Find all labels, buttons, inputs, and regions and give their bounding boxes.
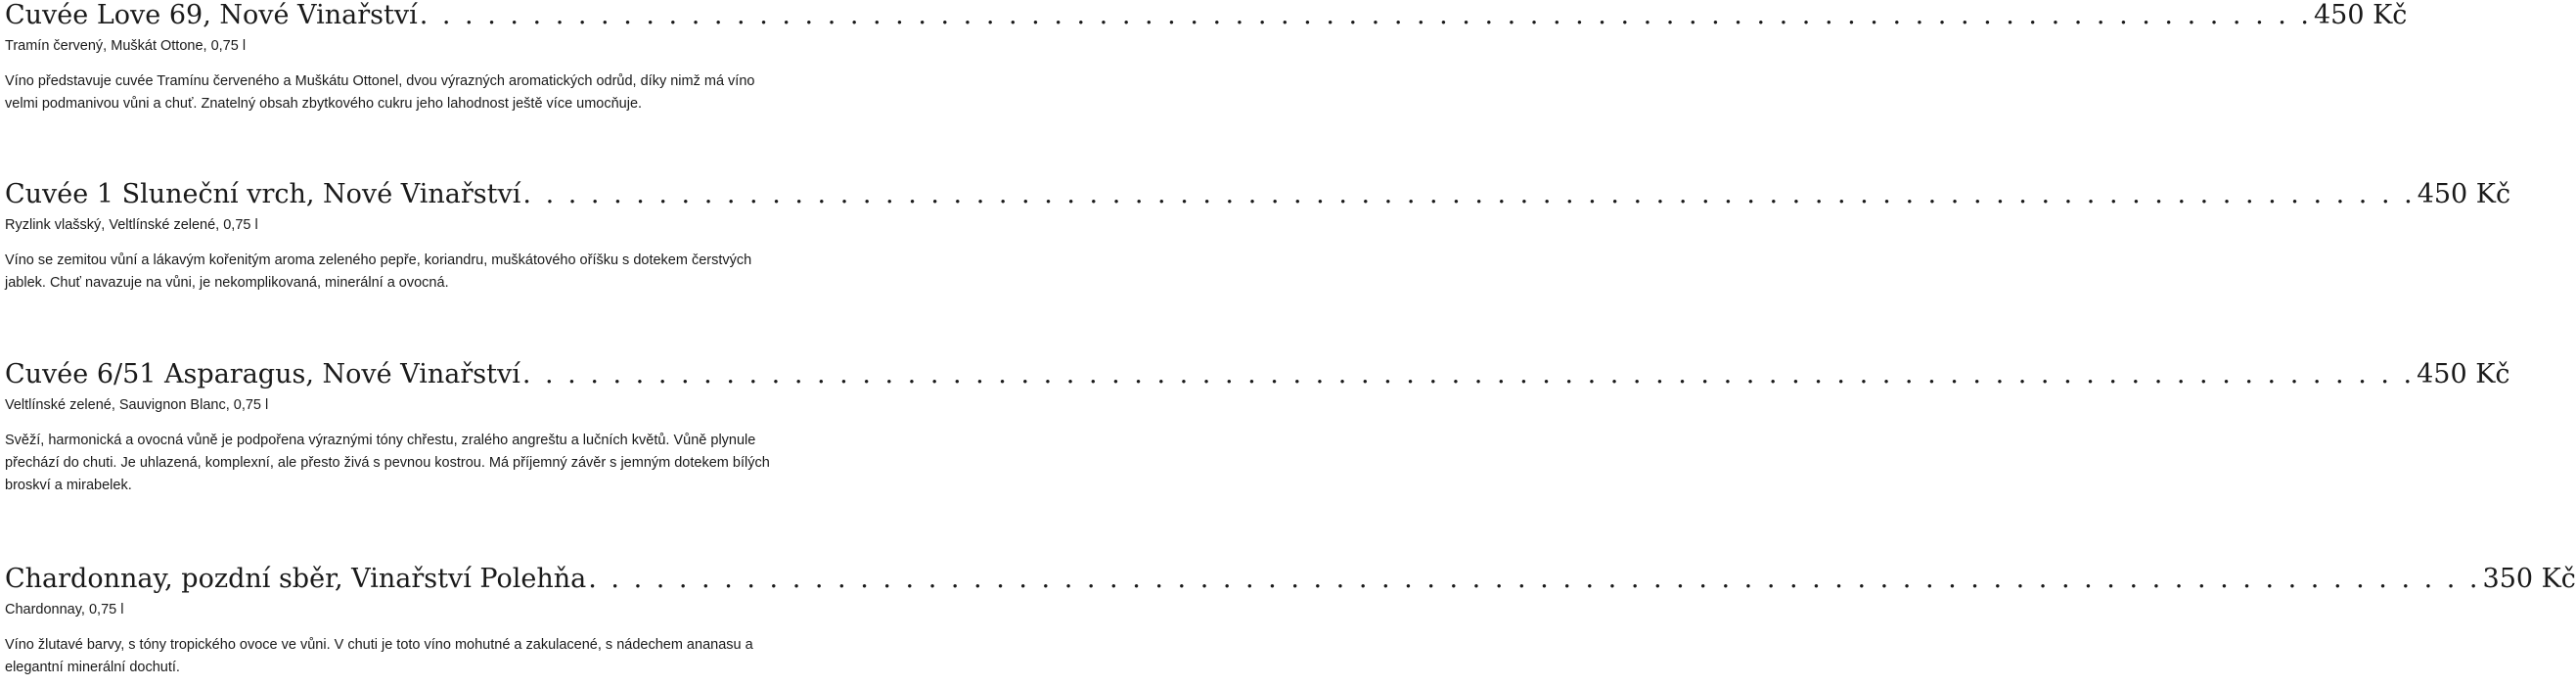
wine-name: Chardonnay, pozdní sběr, Vinařství Polehňa [5, 564, 587, 594]
wine-price: 450 Kč [2417, 359, 2510, 389]
wine-description: Víno žlutavé barvy, s tóny tropického ovoce ve vůni. V chuti je toto víno mohutné a zakulacené, s nádechem ananasu a elegantní minerální dochutí. [5, 637, 753, 675]
wine-title-row [5, 0, 2408, 31]
wine-grapes: Veltlínské zelené, Sauvignon Blanc, 0,75 l [5, 397, 269, 413]
wine-item [5, 179, 2511, 295]
wine-grapes: Chardonnay, 0,75 l [5, 602, 124, 617]
dot-leader: . . . . . . . . . . . . . . . . . . . . . . . . . . . . . . . . . . . . . . . . . . . . . . . . . . . . . . . . . . . . . . . . . . . . . . . . . . . . . . . . . . . . [419, 0, 2312, 30]
wine-title-row [5, 179, 2511, 210]
dot-leader: . . . . . . . . . . . . . . . . . . . . . . . . . . . . . . . . . . . . . . . . . . . . . . . . . . . . . . . . . . . . . . . . . . . . . . . . . . . . . . . . . . . . [522, 179, 2416, 209]
dot-leader: . . . . . . . . . . . . . . . . . . . . . . . . . . . . . . . . . . . . . . . . . . . . . . . . . . . . . . . . . . . . . . . . . . . . . . . . . . . . . . . . . . . . [588, 564, 2481, 594]
wine-title-row [5, 359, 2510, 390]
wine-item [5, 359, 2510, 497]
wine-grapes: Ryzlink vlašský, Veltlínské zelené, 0,75 l [5, 217, 258, 233]
dot-leader: . . . . . . . . . . . . . . . . . . . . . . . . . . . . . . . . . . . . . . . . . . . . . . . . . . . . . . . . . . . . . . . . . . . . . . . . . . . . . . . . . . . . [521, 359, 2416, 389]
wine-description: Víno se zemitou vůní a lákavým kořenitým aroma zeleného pepře, koriandru, muškátového oříšku s dotekem čerstvých jablek. Chuť navazuje na vůni, je nekomplikovaná, minerální a ovocná. [5, 252, 752, 291]
wine-item [5, 0, 2408, 115]
wine-name: Cuvée 1 Sluneční vrch, Nové Vinařství [5, 179, 521, 209]
wine-grapes: Tramín červený, Muškát Ottone, 0,75 l [5, 38, 247, 54]
wine-item [5, 564, 2576, 679]
wine-price: 450 Kč [2417, 179, 2511, 209]
wine-price: 450 Kč [2314, 0, 2408, 30]
wine-title-row [5, 564, 2576, 595]
wine-name: Cuvée 6/51 Asparagus, Nové Vinařství [5, 359, 520, 389]
wine-description: Víno představuje cuvée Tramínu červeného a Muškátu Ottonel, dvou výrazných aromatických odrůd, díky nimž má víno velmi podmanivou vůni a chuť. Znatelný obsah zbytkového cukru jeho lahodnost ještě více umocňuje. [5, 73, 755, 112]
wine-description: Svěží, harmonická a ovocná vůně je podpořena výraznými tóny chřestu, zralého angreštu a lučních květů. Vůně plynule přechází do chuti. Je uhlazená, komplexní, ale přesto živá s pevnou kostrou. Má příjemný závěr s jemným dotekem bílých broskví a mirabelek. [5, 433, 770, 493]
wine-price: 350 Kč [2482, 564, 2576, 594]
wine-name: Cuvée Love 69, Nové Vinařství [5, 0, 418, 30]
